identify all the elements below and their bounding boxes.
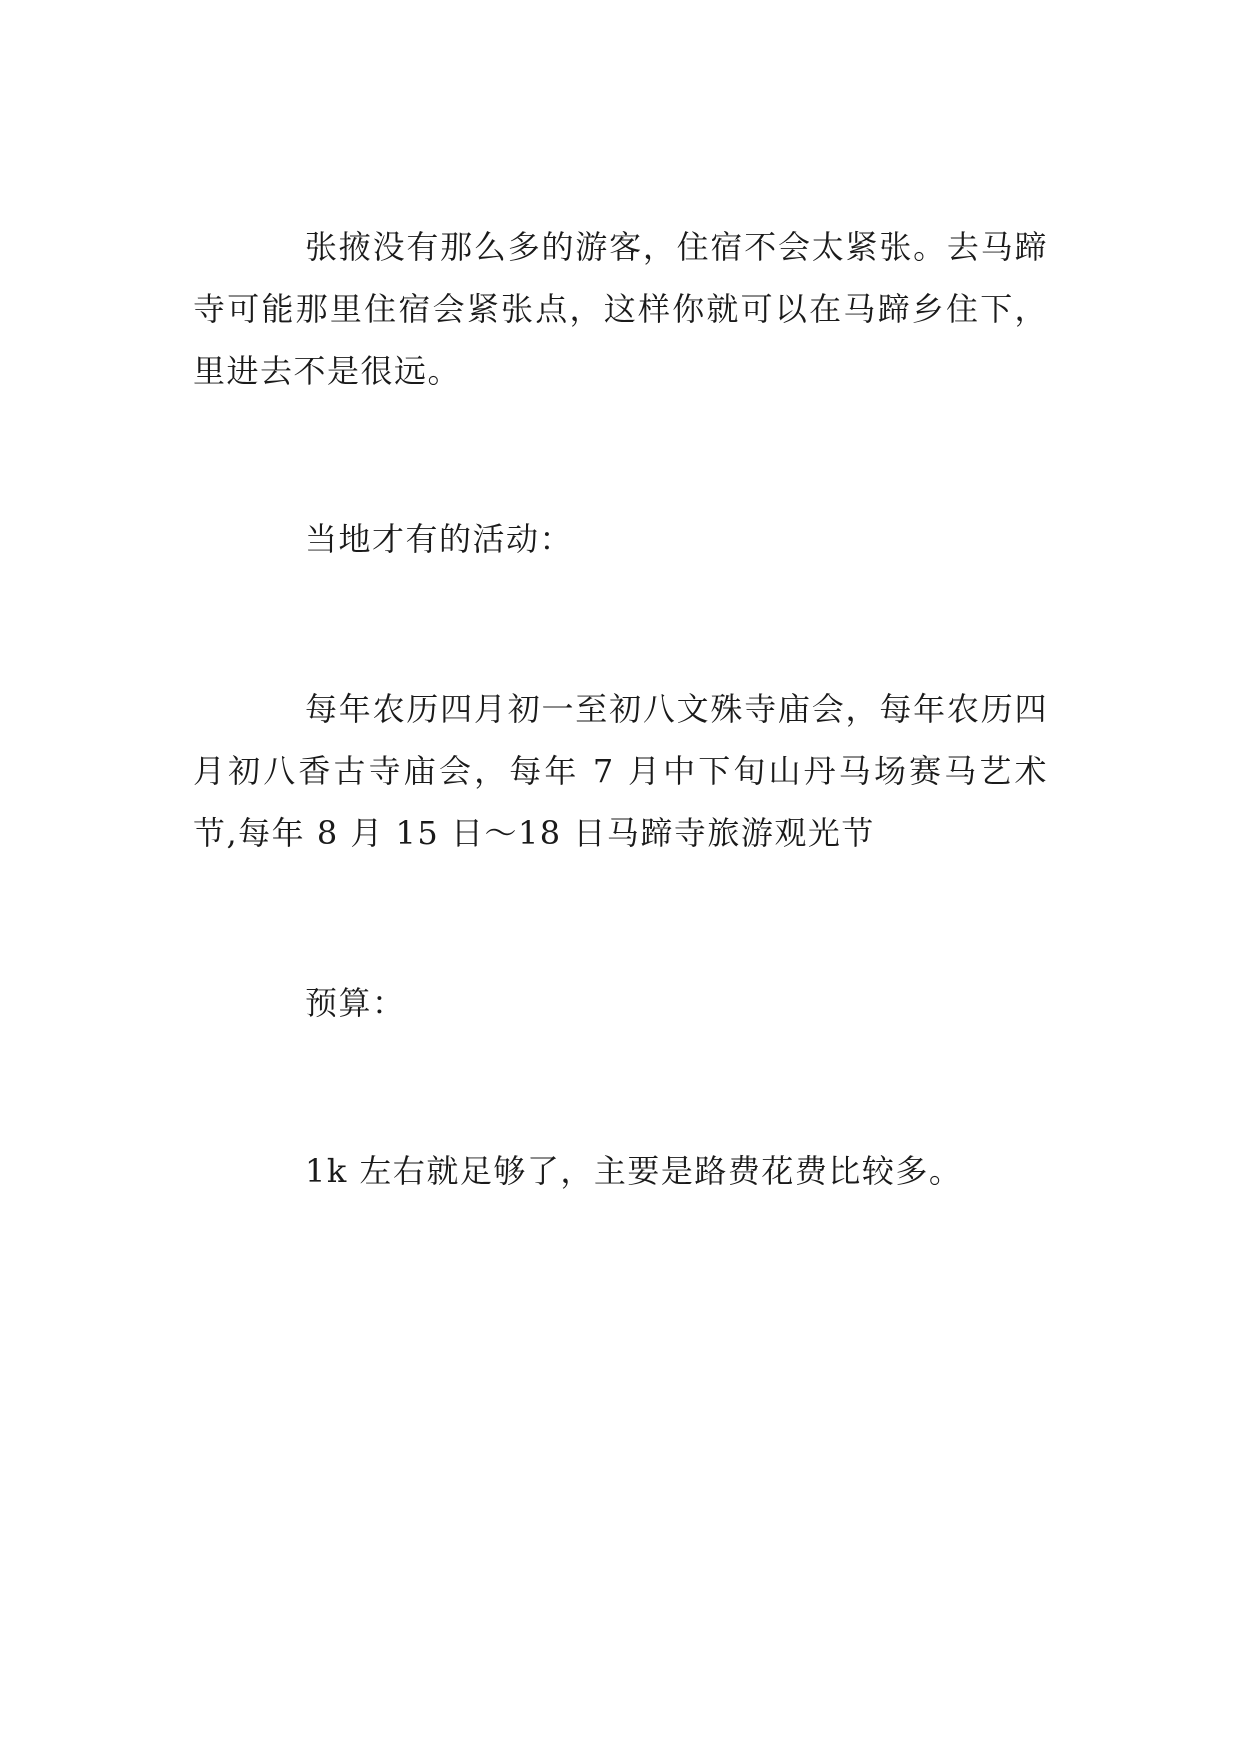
- paragraph-activities: 每年农历四月初一至初八文殊寺庙会，每年农历四月初八香古寺庙会，每年 7 月中下旬山丹马场赛马艺术节,每年 8 月 15 日～18 日马蹄寺旅游观光节: [193, 690, 1048, 852]
- heading-budget: 预算：: [305, 984, 406, 1022]
- paragraph-budget: 1k 左右就足够了，主要是路费花费比较多。: [305, 1152, 963, 1190]
- paragraph-accommodation: 张掖没有那么多的游客，住宿不会太紧张。去马蹄寺可能那里住宿会紧张点，这样你就可以在马蹄乡住下，里进去不是很远。: [193, 228, 1048, 390]
- heading-local-activities: 当地才有的活动：: [305, 520, 574, 558]
